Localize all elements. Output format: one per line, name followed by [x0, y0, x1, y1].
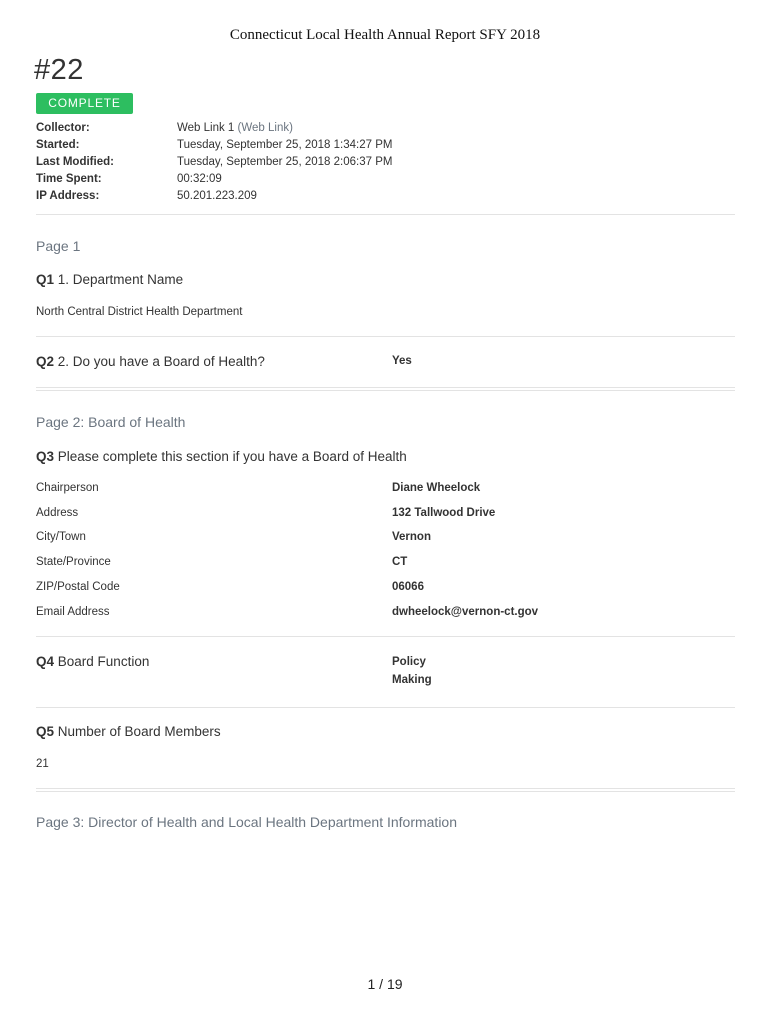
page-indicator: 1 / 19	[367, 976, 403, 992]
question-text: 1. Department Name	[57, 272, 184, 287]
question-number: Q5	[36, 724, 55, 739]
question-number: Q3	[36, 449, 55, 464]
answer-line: Making	[392, 674, 432, 686]
question-q3	[36, 449, 407, 464]
field-label-chairperson: Chairperson	[36, 482, 99, 494]
field-value-zip: 06066	[392, 581, 424, 593]
field-label-address: Address	[36, 507, 79, 519]
meta-value: Tuesday, September 25, 2018 2:06:37 PM	[177, 156, 393, 168]
page-divider	[36, 788, 735, 792]
meta-label: Time Spent:	[36, 173, 102, 185]
page-title: Page 2: Board of Health	[36, 414, 186, 430]
divider	[36, 336, 735, 337]
answer-q2: Yes	[392, 355, 412, 367]
meta-value: 50.201.223.209	[177, 190, 257, 202]
answer-line: Policy	[392, 656, 426, 668]
meta-value	[177, 120, 293, 137]
answer-q5: 21	[36, 758, 49, 770]
field-label-city: City/Town	[36, 531, 86, 543]
field-value-chairperson: Diane Wheelock	[392, 482, 481, 494]
document-title: Connecticut Local Health Annual Report SFY 2018	[229, 27, 541, 43]
question-q2	[36, 354, 265, 369]
answer-q1: North Central District Health Department	[36, 306, 243, 318]
meta-label: Collector:	[36, 122, 90, 134]
meta-value: 00:32:09	[177, 173, 222, 185]
field-value-city: Vernon	[392, 531, 431, 543]
meta-label: Started:	[36, 139, 80, 151]
collector-name: Web Link 1	[177, 122, 235, 134]
collector-type: (Web Link)	[237, 122, 293, 134]
answer-q4	[392, 653, 432, 689]
divider	[36, 636, 735, 637]
response-number: #22	[34, 54, 84, 86]
field-label-email: Email Address	[36, 606, 110, 618]
field-value-state: CT	[392, 556, 408, 568]
field-label-state: State/Province	[36, 556, 111, 568]
field-value-email: dwheelock@vernon-ct.gov	[392, 606, 539, 618]
question-number: Q4	[36, 654, 55, 669]
question-text: Please complete this section if you have a Board of Health	[57, 449, 407, 464]
page-divider	[36, 387, 735, 391]
page-title: Page 1	[36, 238, 81, 254]
meta-label: Last Modified:	[36, 156, 114, 168]
question-q5	[36, 724, 221, 739]
divider	[36, 214, 735, 215]
field-value-address: 132 Tallwood Drive	[392, 507, 496, 519]
question-q1	[36, 272, 183, 287]
page-title: Page 3: Director of Health and Local Health Department Information	[36, 814, 458, 830]
question-text: Board Function	[57, 654, 150, 669]
question-text: 2. Do you have a Board of Health?	[57, 354, 265, 369]
status-badge: COMPLETE	[36, 93, 133, 114]
meta-label: IP Address:	[36, 190, 100, 202]
meta-value: Tuesday, September 25, 2018 1:34:27 PM	[177, 139, 393, 151]
question-q4	[36, 654, 149, 669]
field-label-zip: ZIP/Postal Code	[36, 581, 120, 593]
divider	[36, 707, 735, 708]
question-number: Q2	[36, 354, 55, 369]
question-number: Q1	[36, 272, 55, 287]
question-text: Number of Board Members	[57, 724, 221, 739]
